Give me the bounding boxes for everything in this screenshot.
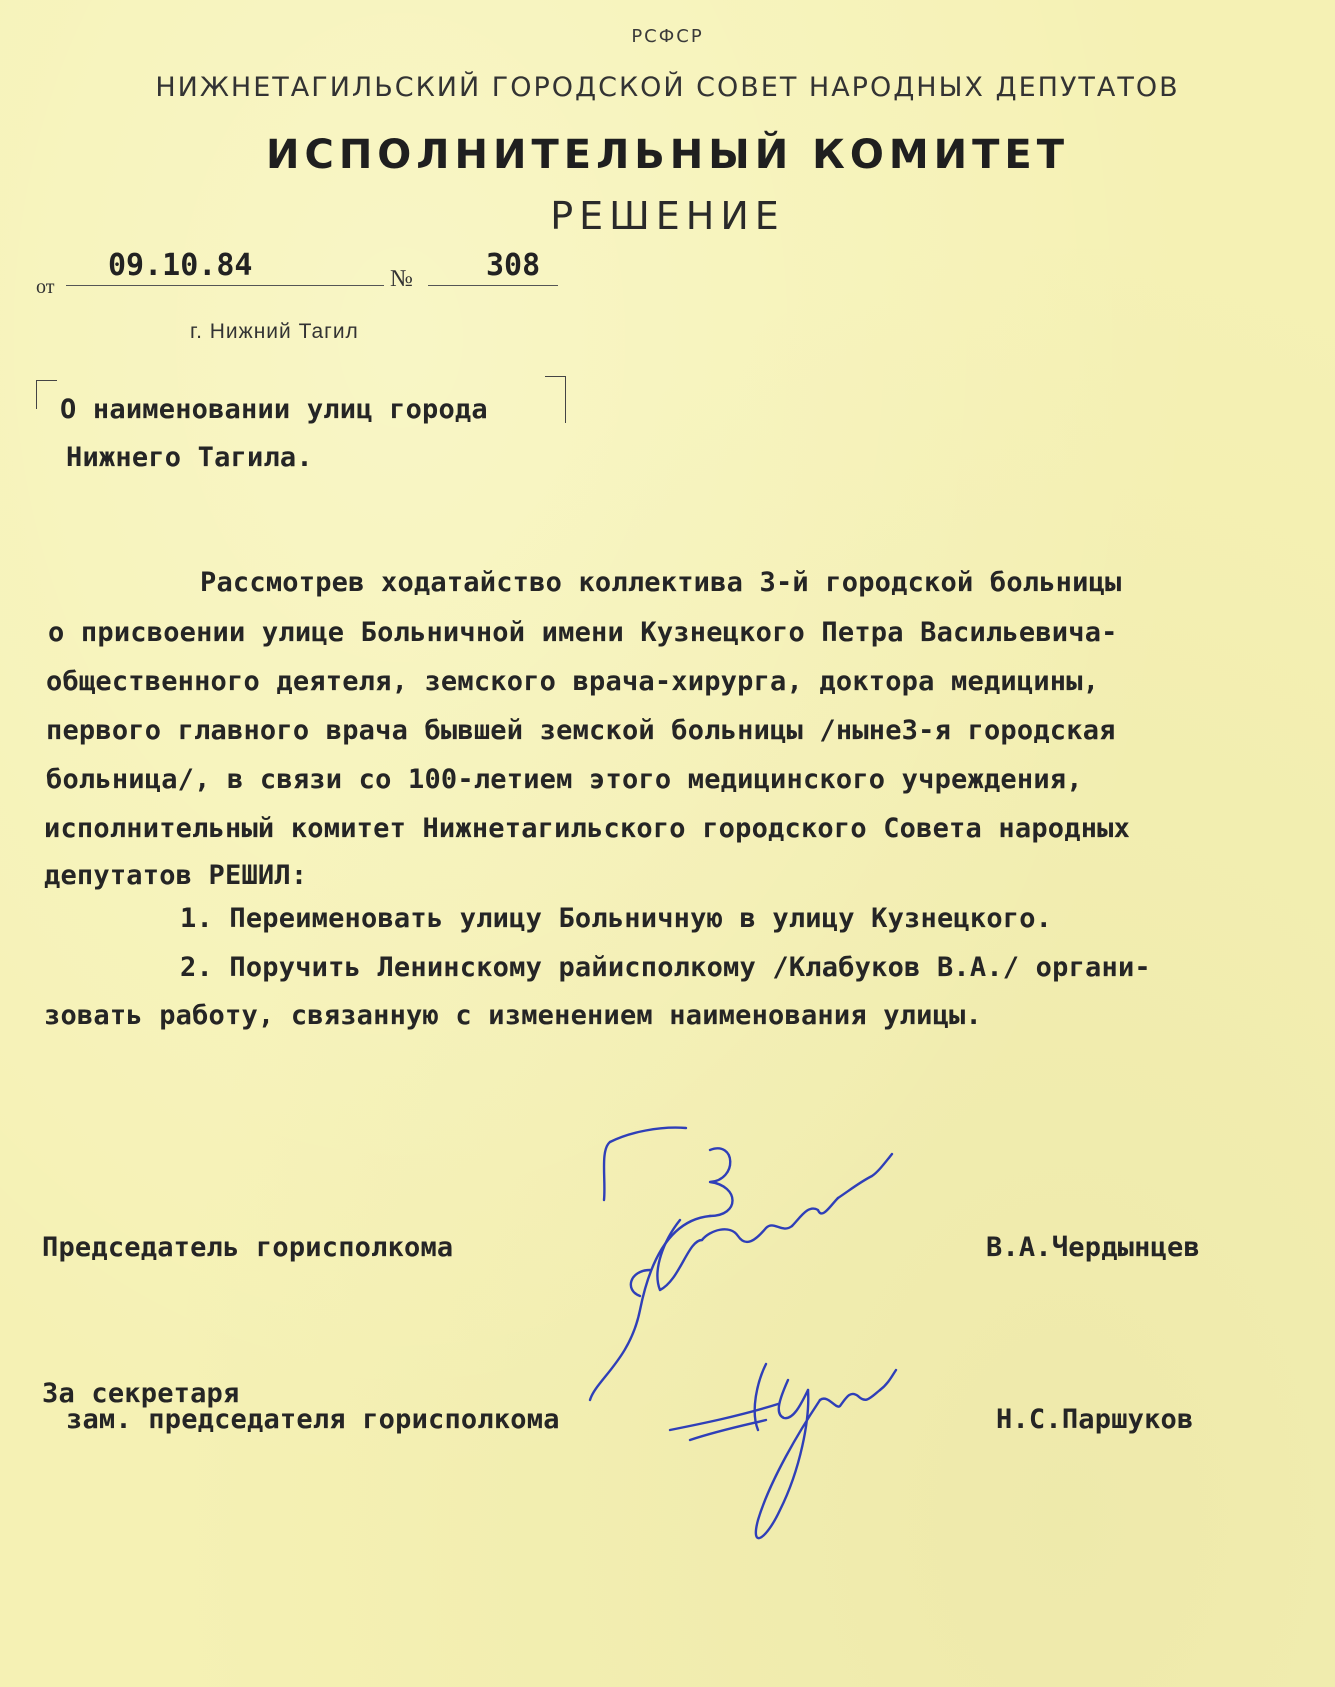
secretary-name: Н.С.Паршуков <box>996 1404 1194 1435</box>
body-line: больница/, в связи со 100-летием этого медицинского учреждения, <box>46 764 1083 795</box>
subject-bracket-left <box>36 380 57 409</box>
subject-line-2: Нижнего Тагила. <box>66 442 313 473</box>
chair-title: Председатель горисполкома <box>42 1232 454 1263</box>
number-underline <box>428 284 558 286</box>
body-line: депутатов РЕШИЛ: <box>44 860 308 891</box>
document-number: 308 <box>486 248 541 283</box>
secretary-signature <box>670 1350 970 1580</box>
council-header: НИЖНЕТАГИЛЬСКИЙ ГОРОДСКОЙ СОВЕТ НАРОДНЫХ ДЕПУТАТОВ <box>155 72 1180 103</box>
document-date: 09.10.84 <box>108 248 253 283</box>
body-line: о присвоении улице Больничной имени Кузнецкого Петра Васильевича- <box>48 617 1118 648</box>
document-type: РЕШЕНИЕ <box>550 194 785 238</box>
secretary-for-label: За секретаря <box>42 1378 240 1409</box>
date-prefix: от <box>36 276 55 298</box>
body-line: исполнительный комитет Нижнетагильского городского Совета народных <box>44 813 1131 844</box>
committee-header: ИСПОЛНИТЕЛЬНЫЙ КОМИТЕТ <box>265 132 1069 178</box>
body-line: Рассмотрев ходатайство коллектива 3-й городской больницы <box>200 567 1122 598</box>
body-line: общественного деятеля, земского врача-хирурга, доктора медицины, <box>46 666 1100 697</box>
body-line: первого главного врача бывшей земской больницы /ныне3-я городская <box>46 715 1116 746</box>
document-city: г. Нижний Тагил <box>190 320 359 343</box>
chair-name: В.А.Чердынцев <box>986 1232 1200 1263</box>
decision-point-2: 2. Поручить Ленинскому райисполкому /Клабуков В.А./ органи- <box>180 952 1151 983</box>
decision-point-2-continued: зовать работу, связанную с изменением наименования улицы. <box>44 1000 982 1031</box>
secretary-title: зам. председателя горисполкома <box>66 1404 560 1435</box>
republic-header: РСФСР <box>631 26 704 47</box>
number-sign: № <box>390 266 413 292</box>
date-underline <box>66 284 384 286</box>
subject-bracket-right <box>545 376 566 423</box>
decision-point-1: 1. Переименовать улицу Больничную в улицу Кузнецкого. <box>180 903 1053 934</box>
subject-line-1: О наименовании улиц города <box>60 394 488 425</box>
